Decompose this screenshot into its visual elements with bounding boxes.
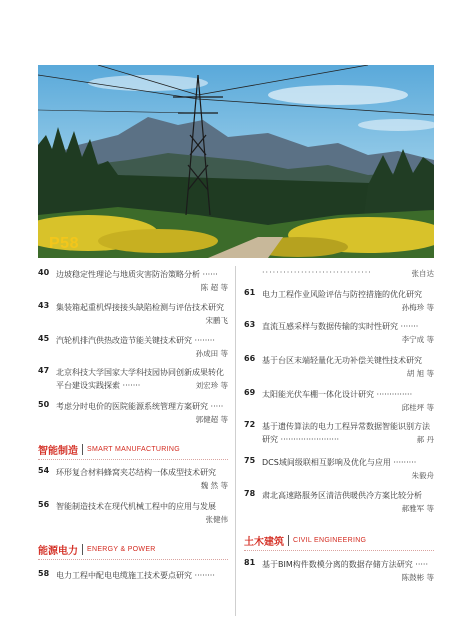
entry-author: 孙成田 等 xyxy=(195,349,228,358)
cover-photo xyxy=(38,65,434,258)
section-title-cn: 土木建筑 xyxy=(244,536,284,548)
entry-author: 朱毅舟 xyxy=(411,471,434,480)
section-rule xyxy=(38,459,228,460)
section-header-civil-engineering xyxy=(244,533,366,547)
entry-title: 电力工程作业风险评估与防控措施的优化研究 xyxy=(262,290,422,299)
entry-author: 孙梅珍 等 xyxy=(401,303,434,312)
entry-title: 电力工程中配电电缆施工技术要点研究 ········ xyxy=(56,571,215,580)
entry-page-number: 61 xyxy=(244,288,256,297)
section-title-en: SMART MANUFACTURING xyxy=(87,445,180,453)
entry-title: 太阳能光伏车棚一体化设计研究 ·············· xyxy=(262,390,413,399)
entry-page-number: 43 xyxy=(38,301,50,310)
entry-author: 郭健超 等 xyxy=(195,415,228,424)
entry-author: 宋鹏飞 xyxy=(205,316,228,325)
entry-title: 基于遗传算法的电力工程异常数据智能识别方法研究 ······················· xyxy=(262,422,430,444)
entry-author: 张自达 xyxy=(411,269,434,278)
entry-title: 汽轮机排汽供热改造节能关键技术研究 ········ xyxy=(56,336,215,345)
entry-title: 肃北高速路服务区清洁供暖供冷方案比较分析 xyxy=(262,491,422,500)
toc-entry[interactable] xyxy=(244,558,434,580)
entry-title: DCS域间级联相互影响及优化与应用 ········· xyxy=(262,458,417,467)
toc-entry[interactable] xyxy=(38,500,228,522)
entry-author: 郝雅军 等 xyxy=(401,504,434,513)
entry-title: 边坡稳定性理论与地质灾害防治策略分析 ······ xyxy=(56,270,218,279)
entry-page-number: 72 xyxy=(244,420,256,429)
section-rule xyxy=(38,559,228,560)
entry-author: 胡 旭 等 xyxy=(406,369,434,378)
entry-title: 智能制造技术在现代机械工程中的应用与发展 xyxy=(56,502,216,511)
entry-page-number: 56 xyxy=(38,500,50,509)
section-separator xyxy=(82,444,83,455)
toc-entry[interactable] xyxy=(244,388,434,410)
entry-title: 北京科技大学国家大学科技园协同创新成果转化平台建设实践探索 ······· xyxy=(56,368,224,390)
section-separator xyxy=(82,544,83,555)
toc-entry-continuation[interactable] xyxy=(244,268,434,282)
section-title-en: CIVIL ENGINEERING xyxy=(293,536,367,544)
entry-author: 陈鼓彬 等 xyxy=(401,573,434,582)
page-number-label: P58 xyxy=(49,235,79,252)
section-header-smart-manufacturing xyxy=(38,442,180,456)
entry-author: 张健伟 xyxy=(205,515,228,524)
entry-title: 基于BIM构件数模分离的数据存储方法研究 ····· xyxy=(262,560,429,569)
entry-author: 刘宏珍 等 xyxy=(195,381,228,390)
section-title-cn: 能源电力 xyxy=(38,545,78,557)
entry-page-number: 50 xyxy=(38,400,50,409)
entry-page-number: 75 xyxy=(244,456,256,465)
section-title-cn: 智能制造 xyxy=(38,445,78,457)
toc-entry[interactable] xyxy=(38,569,228,583)
toc-entry[interactable] xyxy=(38,366,228,394)
toc-entry[interactable] xyxy=(38,334,228,356)
section-separator xyxy=(288,535,289,546)
entry-author: 郝 丹 xyxy=(416,435,434,444)
entry-title: 环形复合材料蜂窝夹芯结构一体成型技术研究 xyxy=(56,468,216,477)
entry-page-number: 47 xyxy=(38,366,50,375)
entry-page-number: 66 xyxy=(244,354,256,363)
toc-entry[interactable] xyxy=(244,489,434,511)
entry-page-number: 40 xyxy=(38,268,50,277)
entry-page-number: 58 xyxy=(38,569,50,578)
toc-entry[interactable] xyxy=(38,301,228,323)
toc-entry[interactable] xyxy=(244,456,434,478)
entry-page-number: 81 xyxy=(244,558,256,567)
entry-title: 考虑分时电价的医院能源系统管理方案研究 ····· xyxy=(56,402,224,411)
entry-title: 直流互感采样与数据传输的实时性研究 ······· xyxy=(262,322,419,331)
section-header-energy-power xyxy=(38,542,156,556)
column-divider xyxy=(235,266,236,616)
entry-title: 基于台区末端轻量化无功补偿关键性技术研究 xyxy=(262,356,422,365)
entry-page-number: 63 xyxy=(244,320,256,329)
entry-page-number: 54 xyxy=(38,466,50,475)
entry-page-number: 69 xyxy=(244,388,256,397)
entry-title: 集装箱起重机焊接接头缺陷检测与评估技术研究 xyxy=(56,303,224,312)
entry-author: 陈 超 等 xyxy=(200,283,228,292)
leader-dots: ······························· xyxy=(262,268,372,277)
section-title-en: ENERGY & POWER xyxy=(87,545,156,553)
section-rule xyxy=(244,550,434,551)
toc-entry[interactable] xyxy=(38,466,228,488)
toc-entry[interactable] xyxy=(38,268,228,290)
entry-author: 魏 然 等 xyxy=(200,481,228,490)
toc-entry[interactable] xyxy=(244,420,434,448)
toc-entry[interactable] xyxy=(38,400,228,422)
toc-entry[interactable] xyxy=(244,320,434,342)
entry-author: 李宁成 等 xyxy=(401,335,434,344)
entry-author: 邱桂坪 等 xyxy=(401,403,434,412)
toc-entry[interactable] xyxy=(244,288,434,310)
entry-page-number: 78 xyxy=(244,489,256,498)
toc-entry[interactable] xyxy=(244,354,434,376)
entry-page-number: 45 xyxy=(38,334,50,343)
